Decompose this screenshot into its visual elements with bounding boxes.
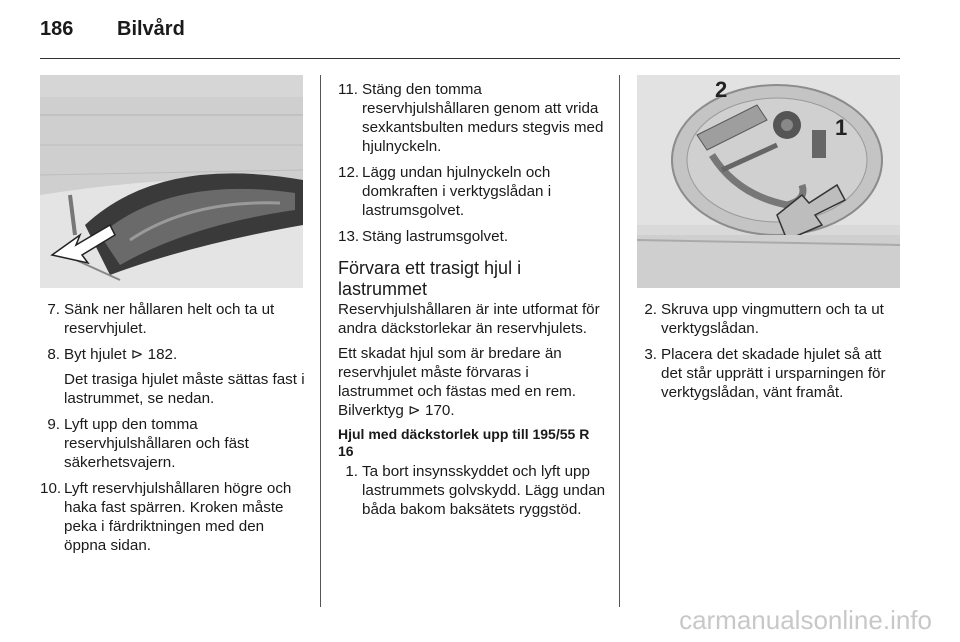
list-item: 12. Lägg undan hjulnyckeln och domkraften i verktygslådan i lastrumsgolvet. bbox=[338, 164, 552, 219]
paragraph: Reservhjulshållaren är inte utformat för andra däckstorlekar än reservhjulets. bbox=[338, 301, 600, 337]
column-separator bbox=[320, 75, 321, 607]
list-item: 7. Sänk ner hållaren helt och ta ut reservhjulet. bbox=[47, 301, 275, 337]
figure-label-2: 2 bbox=[715, 77, 728, 102]
column-3 bbox=[637, 300, 903, 409]
figure-label-1: 1 bbox=[835, 115, 848, 140]
column-2 bbox=[338, 80, 606, 526]
page-header bbox=[40, 18, 185, 41]
list-item: 11. Stäng den tomma reservhjulshållaren genom att vrida sexkantsbulten medurs stegvis med hjulnyckeln. bbox=[338, 81, 604, 155]
list-item: 8. Byt hjulet ⊳ 182. Det trasiga hjulet måste sättas fast i lastrummet, se nedan. bbox=[47, 346, 305, 407]
list-item: 10. Lyft reservhjulshållaren högre och haka fast spärren. Kroken måste peka i färdriktningen med den öppna sidan. bbox=[40, 480, 292, 554]
page-number: 186 bbox=[40, 18, 74, 40]
paragraph: Ett skadat hjul som är bredare än reservhjulet måste förvaras i lastrummet och fästas med en rem. Bilverktyg ⊳ 170. bbox=[338, 345, 577, 419]
sub-heading: Hjul med däckstorlek upp till 195/55 R 16 bbox=[338, 426, 590, 459]
list-item: 2. Skruva upp vingmuttern och ta ut verktygslådan. bbox=[644, 301, 884, 337]
list-item: 3. Placera det skadade hjulet så att det står upprätt i ursparningen för verktygslådan, vänt framåt. bbox=[644, 346, 886, 401]
figure-tool-box bbox=[637, 75, 900, 288]
list-item: 1. Ta bort insynsskyddet och lyft upp lastrummets golvskydd. Lägg undan båda bakom baksätets ryggstöd. bbox=[345, 463, 606, 518]
list-item: 13. Stäng lastrumsgolvet. bbox=[338, 228, 509, 245]
column-separator bbox=[619, 75, 620, 607]
figure-spare-wheel-lowering bbox=[40, 75, 303, 288]
section-title: Bilvård bbox=[117, 18, 185, 40]
column-1 bbox=[40, 300, 306, 562]
footer-watermark: carmanualsonline.info bbox=[679, 605, 932, 635]
list-item: 9. Lyft upp den tomma reservhjulshållaren och fäst säkerhetsvajern. bbox=[47, 416, 249, 471]
section-heading: Förvara ett trasigt hjul i lastrummet bbox=[338, 258, 522, 299]
spare-wheel-illustration bbox=[40, 75, 303, 288]
header-rule bbox=[40, 58, 900, 59]
tool-box-illustration bbox=[637, 75, 900, 288]
